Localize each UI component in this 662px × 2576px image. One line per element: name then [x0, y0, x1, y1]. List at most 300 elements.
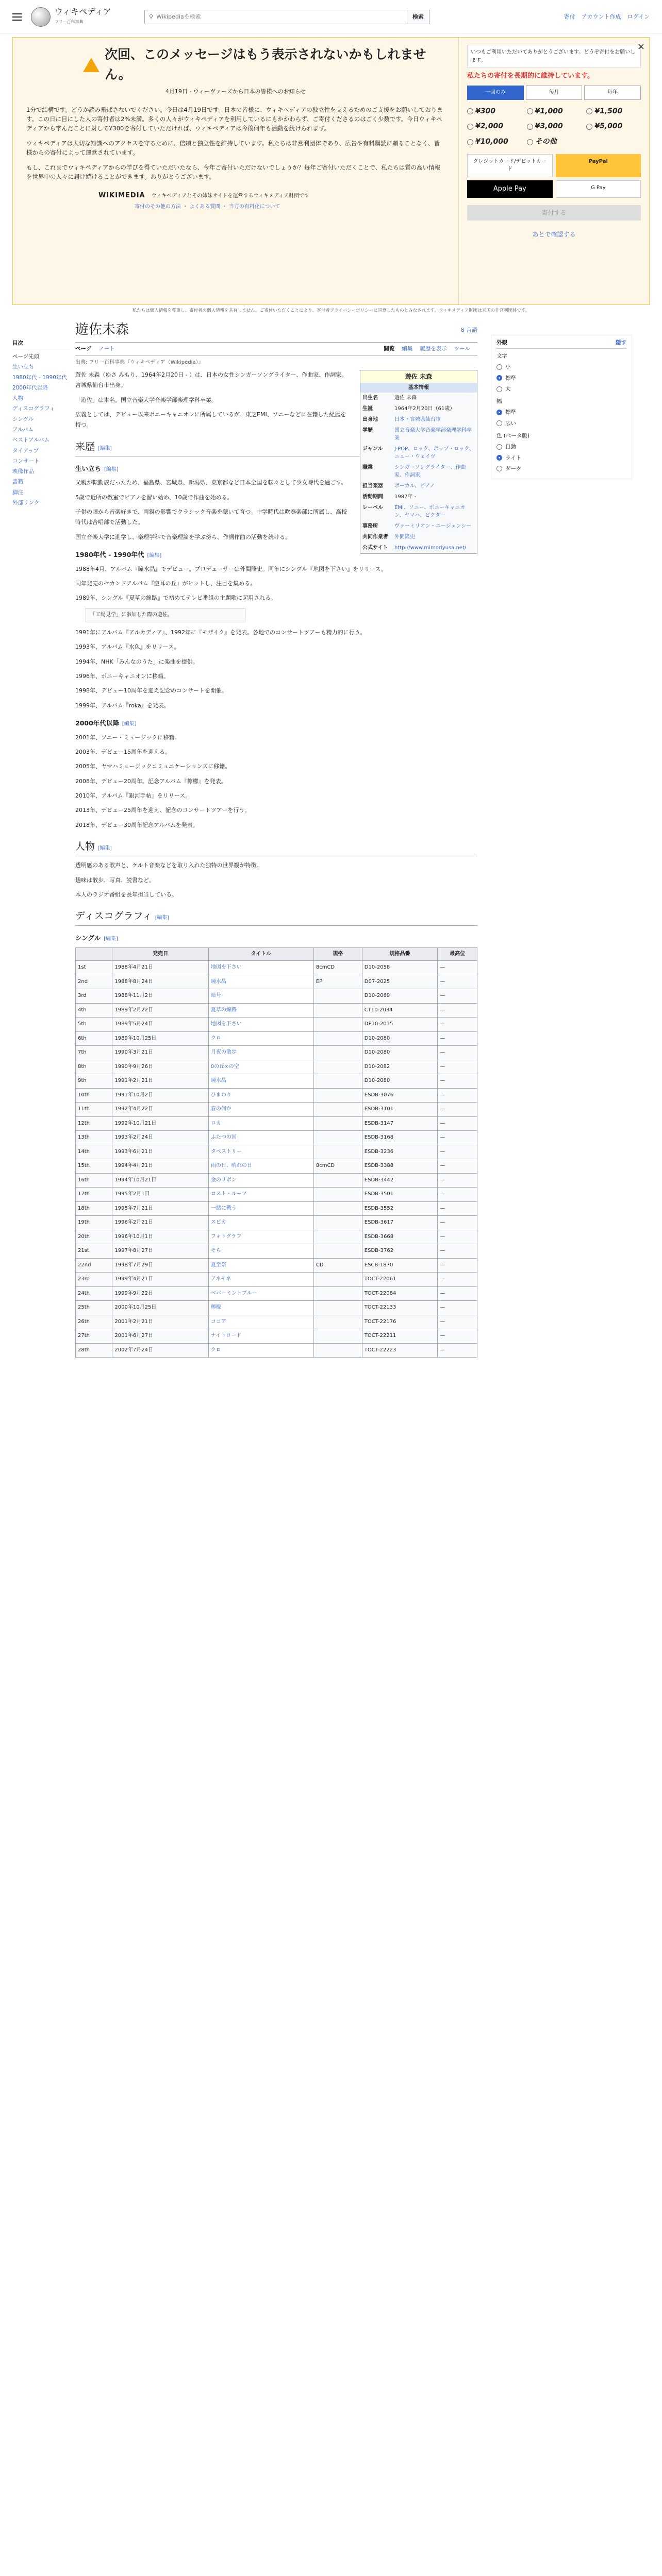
table-cell	[313, 1301, 362, 1315]
subsection-heading: 1980年代 - 1990年代 [編集]	[75, 551, 162, 559]
table-cell: 12th	[76, 1116, 112, 1131]
column-header: 規格品番	[362, 947, 437, 961]
table-row	[76, 1315, 477, 1329]
main-menu-icon[interactable]	[12, 13, 22, 21]
paragraph: 5歳で近所の教室でピアノを習い始め、10歳で作曲を始める。	[75, 494, 233, 501]
table-cell[interactable]: 雨の日、晴れの日	[208, 1159, 313, 1174]
table-cell	[313, 989, 362, 1004]
table-cell[interactable]: 夏草の線路	[208, 1003, 313, 1018]
tab-edit[interactable]: 編集	[402, 346, 413, 352]
radio-icon	[496, 466, 502, 471]
edit-link[interactable]: [編集]	[155, 915, 169, 921]
site-name: ウィキペディア	[55, 7, 111, 17]
text-size-standard[interactable]: 標準	[496, 374, 626, 382]
infobox	[360, 370, 477, 554]
singles-table	[75, 947, 477, 1358]
table-row	[76, 1286, 477, 1301]
width-wide[interactable]: 広い	[496, 419, 626, 428]
table-cell: 1993年2月24日	[112, 1131, 209, 1145]
table-cell	[313, 1031, 362, 1046]
donation-form	[458, 38, 649, 304]
section-heading: 来歴 [編集]	[75, 438, 477, 456]
infobox-row: 共同作業者 外間隆史	[362, 534, 415, 540]
table-cell: 1991年10月2日	[112, 1088, 209, 1103]
infobox-row: 出身地 日本・宮城県仙台市	[362, 416, 441, 422]
amount-option[interactable]: ¥5,000	[586, 121, 641, 132]
table-cell: 1999年4月21日	[112, 1273, 209, 1287]
table-cell	[313, 1116, 362, 1131]
table-cell	[313, 1273, 362, 1287]
infobox-row: 活動期間 1987年 -	[362, 494, 417, 500]
image-caption: 「工場見学」に参加した際の遊佐。	[86, 608, 245, 623]
toc-item[interactable]: ベストアルバム	[12, 437, 50, 444]
table-cell: —	[438, 1046, 477, 1060]
paragraph: 1989年、シングル『夏草の線路』で初めてテレビ番組の主題歌に起用される。	[75, 595, 276, 602]
subsection-heading: 2000年代以降 [編集]	[75, 719, 137, 727]
table-cell	[313, 1173, 362, 1188]
table-cell[interactable]: フォトグラフ	[208, 1230, 313, 1244]
infobox-row: 事務所 ヴァーミリオン・エージェンシー	[362, 523, 472, 529]
toc-item[interactable]: ディスコグラフィ	[12, 405, 55, 412]
table-cell	[313, 1329, 362, 1344]
toc-item[interactable]: シングル	[12, 416, 34, 422]
table-cell: 1989年2月22日	[112, 1003, 209, 1018]
infobox-row: レーベル EMI、ソニー、ポニーキャニオン、ヤマハ、ビクター	[362, 504, 466, 518]
table-cell: D10-2080	[362, 1074, 437, 1089]
search-input[interactable]	[144, 10, 407, 24]
toc-title: 目次	[12, 339, 70, 349]
radio-icon	[496, 375, 502, 381]
edit-link[interactable]: [編集]	[104, 466, 119, 472]
table-row	[76, 1060, 477, 1074]
table-cell: ESDB-3617	[362, 1216, 437, 1230]
toc-sidebar	[12, 314, 70, 1358]
table-cell: D10-2082	[362, 1060, 437, 1074]
table-cell	[313, 1103, 362, 1117]
lead-paragraph: 遊佐 未森（ゆさ みもり、1964年2月20日 - ）は、日本の女性シンガーソングライター、作曲家、作詞家。宮城県仙台市出身。	[75, 371, 347, 389]
infobox-row: 公式サイト http://www.mimoriyusa.net/	[362, 545, 467, 551]
radio-icon	[496, 420, 502, 426]
toc-item[interactable]: アルバム	[12, 427, 34, 433]
color-label: 色 (ベータ版)	[496, 433, 530, 439]
table-cell: —	[438, 1329, 477, 1344]
hide-button[interactable]: 隠す	[616, 339, 626, 346]
table-row	[76, 1088, 477, 1103]
table-cell: ESDB-3668	[362, 1230, 437, 1244]
table-cell[interactable]: 地図を下さい	[208, 1018, 313, 1032]
paragraph: 1996年、ポニーキャニオンに移籍。	[75, 673, 169, 680]
table-cell: —	[438, 1188, 477, 1202]
table-cell	[313, 1046, 362, 1060]
toc-item[interactable]: 2000年代以降	[12, 384, 48, 391]
table-cell: 17th	[76, 1188, 112, 1202]
amount-option[interactable]: ¥1,500	[586, 106, 641, 117]
table-cell	[313, 1074, 362, 1089]
table-cell: 2001年6月27日	[112, 1329, 209, 1344]
search-icon: ⚲	[149, 13, 154, 20]
table-cell	[313, 1131, 362, 1145]
edit-link[interactable]: [編集]	[147, 553, 162, 559]
table-cell: —	[438, 1258, 477, 1273]
table-cell: 15th	[76, 1159, 112, 1174]
table-cell: —	[438, 1201, 477, 1216]
table-cell: DP10-2015	[362, 1018, 437, 1032]
radio-icon	[496, 386, 502, 392]
table-cell: ESDB-3552	[362, 1201, 437, 1216]
table-cell: ESDB-3388	[362, 1159, 437, 1174]
radio-icon	[467, 108, 473, 114]
color-light[interactable]: ライト	[496, 454, 626, 462]
table-cell: ESDB-3236	[362, 1145, 437, 1159]
table-row	[76, 1173, 477, 1188]
table-cell: TOCT-22061	[362, 1273, 437, 1287]
amount-option[interactable]: ¥10,000	[467, 137, 522, 148]
edit-link[interactable]: [編集]	[98, 845, 112, 852]
apple-pay-button[interactable]: Apple Pay	[467, 180, 553, 198]
amount-option[interactable]: ¥3,000	[527, 121, 582, 132]
table-cell: 27th	[76, 1329, 112, 1344]
wikimedia-signature	[26, 191, 445, 201]
table-cell: —	[438, 989, 477, 1004]
banner-date: 4月19日 - ウィーヴァーズから日本の皆様へのお知らせ	[165, 88, 306, 95]
table-cell: —	[438, 1230, 477, 1244]
search-placeholder: Wikipediaを検索	[156, 13, 201, 20]
table-cell: TOCT-22176	[362, 1315, 437, 1329]
donation-note: いつもご利用いただいてありがとうございます。どうぞ寄付をお願いします。	[467, 45, 641, 68]
page-layout	[0, 314, 662, 1358]
paragraph: 1999年、アルバム『roka』を発表。	[75, 702, 170, 709]
table-cell	[313, 1088, 362, 1103]
lead-paragraph: 「遊佐」は本名。国立音楽大学音楽学部楽理学科卒業。	[75, 396, 217, 403]
paragraph: 2018年、デビュー30周年記念アルバムを発表。	[75, 821, 198, 828]
table-cell[interactable]: ロカ	[208, 1116, 313, 1131]
table-cell: ESCB-1870	[362, 1258, 437, 1273]
table-cell: 19th	[76, 1216, 112, 1230]
remind-later-link[interactable]: あとで確認する	[532, 231, 576, 239]
edit-link[interactable]: [編集]	[122, 721, 137, 727]
banner-paragraph: 1分で結構です。どうか読み飛ばさないでください。今日は4月19日です。日本の皆様に、ウィキペディアの独立性を支えるためのご支援をお願いしております。この日に目にした人の寄付者は2%未満。多くの人々がウィキペディアを利用しているにもかかわらず、ご寄付くださるのはごく少数です。今日ウィキペディアから学んだことに対して¥300を寄付していただければ、ウィキペディアは今後何年も活動を続けられます。	[26, 106, 443, 132]
amount-option[interactable]: ¥1,000	[527, 106, 582, 117]
frequency-yearly[interactable]: 毎年	[584, 86, 641, 100]
table-cell: —	[438, 1003, 477, 1018]
donate-button[interactable]: 寄付する	[467, 205, 641, 221]
table-cell[interactable]: 0の丘∞の空	[208, 1060, 313, 1074]
toc-item[interactable]: 人物	[12, 395, 23, 402]
edit-link[interactable]: [編集]	[104, 936, 118, 942]
table-cell[interactable]: ふたつの国	[208, 1131, 313, 1145]
table-row	[76, 1230, 477, 1244]
search-form	[144, 10, 429, 24]
table-cell: —	[438, 1244, 477, 1259]
table-cell: 1992年10月21日	[112, 1116, 209, 1131]
table-cell[interactable]: ひまわり	[208, 1088, 313, 1103]
banner-paragraph: ウィキペディアは大切な知識へのアクセスを守るために、信頼と独立性を維持しています。私たちは非営利団体であり、広告や有料購読に頼ることなく、皆様からの寄付によって運営されています。	[26, 139, 440, 157]
table-cell: TOCT-22211	[362, 1329, 437, 1344]
table-cell: 1994年10月21日	[112, 1173, 209, 1188]
table-cell: 18th	[76, 1201, 112, 1216]
table-cell: TOCT-22133	[362, 1301, 437, 1315]
toc-item[interactable]: コンサート	[12, 457, 40, 464]
table-row	[76, 1018, 477, 1032]
subsection-heading: シングル [編集]	[75, 934, 118, 942]
table-cell: 22nd	[76, 1258, 112, 1273]
toc-item[interactable]: 脚注	[12, 489, 23, 496]
table-cell	[313, 1060, 362, 1074]
toc-item[interactable]: タイアップ	[12, 447, 39, 454]
infobox-row: 職業 シンガーソングライター、作曲家、作詞家	[362, 464, 466, 478]
table-cell[interactable]: 檸檬	[208, 1301, 313, 1315]
site-tagline: フリー百科事典	[55, 20, 84, 24]
table-cell: 28th	[76, 1343, 112, 1358]
article-source: 出典: フリー百科事典『ウィキペディア（Wikipedia）』	[75, 360, 204, 366]
infobox-table	[360, 393, 477, 553]
infobox-row: 学歴 国立音楽大学音楽学部楽理学科卒業	[362, 427, 472, 441]
table-cell: ESDB-3762	[362, 1244, 437, 1259]
section-heading: ディスコグラフィ [編集]	[75, 907, 477, 926]
table-row	[76, 1216, 477, 1230]
frequency-once[interactable]: 一回のみ	[467, 86, 524, 100]
toc-item[interactable]: 外部リンク	[12, 499, 40, 506]
table-cell: D10-2080	[362, 1046, 437, 1060]
radio-icon	[527, 124, 533, 130]
fundraising-banner	[12, 37, 650, 305]
table-cell: 1996年2月21日	[112, 1216, 209, 1230]
paragraph: 2003年、デビュー15周年を迎える。	[75, 748, 171, 755]
toc-item[interactable]: 書籍	[12, 479, 23, 485]
table-cell[interactable]: 夏至祭	[208, 1258, 313, 1273]
table-cell: 8cmCD	[313, 1159, 362, 1174]
lead-paragraph: 広義としては、デビュー以来ポニーキャニオンに所属しているが、東芝EMI、ソニーなどに在籍した経歴を持つ。	[75, 411, 346, 429]
table-cell: 1989年10月25日	[112, 1031, 209, 1046]
page-tabs	[75, 343, 477, 355]
table-cell[interactable]: タペストリー	[208, 1145, 313, 1159]
appearance-heading: 外観 隠す	[496, 338, 626, 349]
table-cell	[313, 1145, 362, 1159]
wikipedia-globe-icon	[31, 7, 51, 27]
table-cell: —	[438, 1145, 477, 1159]
table-cell[interactable]: アネモネ	[208, 1273, 313, 1287]
table-cell: 1991年2月21日	[112, 1074, 209, 1089]
infobox-row: 生誕 1964年2月20日（61歳）	[362, 405, 455, 412]
site-logo[interactable]	[31, 7, 134, 27]
table-cell	[313, 1018, 362, 1032]
tab-page[interactable]: ページ	[75, 346, 92, 352]
color-dark[interactable]: ダーク	[496, 465, 626, 473]
table-cell: —	[438, 961, 477, 975]
privacy-notice: 私たちは個人情報を尊重し、寄付者の個人情報を共有しません。ご寄付いただくことにより、寄付者プライバシーポリシーに同意したものとみなされます。ウィキメディア財団は米国の非営利団体です。	[132, 308, 530, 313]
table-cell[interactable]: 一緒に戦う	[208, 1201, 313, 1216]
table-row	[76, 1031, 477, 1046]
login-link[interactable]: ログイン	[627, 13, 650, 20]
table-cell	[313, 1315, 362, 1329]
card-payment-button[interactable]: クレジットカード/デビットカード	[467, 154, 553, 177]
radio-icon	[527, 108, 533, 114]
table-cell[interactable]: ココア	[208, 1315, 313, 1329]
table-cell[interactable]: 金のリボン	[208, 1173, 313, 1188]
frequency-monthly[interactable]: 毎月	[526, 86, 583, 100]
table-cell: ESDB-3147	[362, 1116, 437, 1131]
color-auto[interactable]: 自動	[496, 443, 626, 451]
close-icon[interactable]: ×	[637, 41, 645, 52]
table-cell[interactable]: クロ	[208, 1343, 313, 1358]
table-cell[interactable]: 春の何か	[208, 1103, 313, 1117]
wikimedia-desc: ウィキペディアとその姉妹サイトを運営するウィキメディア財団です	[151, 193, 309, 199]
table-cell: 14th	[76, 1145, 112, 1159]
paragraph: 2001年、ソニー・ミュージックに移籍。	[75, 734, 180, 741]
subsection-heading: 生い立ち [編集]	[75, 464, 119, 472]
paragraph: 国立音楽大学に進学し、楽理学科で音楽理論を学ぶ傍ら、作詞作曲の活動を続ける。	[75, 533, 291, 540]
table-cell: TOCT-22084	[362, 1286, 437, 1301]
appearance-panel	[477, 314, 632, 1358]
table-cell: —	[438, 1018, 477, 1032]
amount-option[interactable]: ¥2,000	[467, 121, 522, 132]
table-cell: 20th	[76, 1230, 112, 1244]
donation-callout: 私たちの寄付を長期的に維持しています。	[467, 72, 594, 80]
paragraph: 1994年、NHK「みんなのうた」に楽曲を提供。	[75, 658, 198, 665]
donate-link[interactable]: 寄付	[564, 13, 575, 20]
infobox-title: 遊佐 未森	[360, 370, 477, 383]
paragraph: 趣味は散歩、写真、読書など。	[75, 876, 155, 884]
table-cell: 21st	[76, 1244, 112, 1259]
table-cell: ESDB-3101	[362, 1103, 437, 1117]
table-cell: —	[438, 1088, 477, 1103]
table-cell	[313, 1201, 362, 1216]
table-row	[76, 1343, 477, 1358]
table-row	[76, 1046, 477, 1060]
text-size-large[interactable]: 大	[496, 385, 626, 393]
create-account-link[interactable]: アカウント作成	[581, 13, 621, 20]
table-cell[interactable]: 瞳水晶	[208, 975, 313, 989]
table-cell: ESDB-3501	[362, 1188, 437, 1202]
tab-tools[interactable]: ツール	[454, 346, 470, 352]
table-cell: 26th	[76, 1315, 112, 1329]
table-cell: 1995年2月1日	[112, 1188, 209, 1202]
table-cell[interactable]: 暗号	[208, 989, 313, 1004]
radio-icon	[467, 124, 473, 130]
table-cell: —	[438, 1060, 477, 1074]
table-row	[76, 1273, 477, 1287]
search-button[interactable]: 検索	[407, 10, 429, 24]
table-row	[76, 1329, 477, 1344]
amount-option[interactable]: その他	[527, 137, 582, 148]
column-header: 規格	[313, 947, 362, 961]
table-cell: ESDB-3168	[362, 1131, 437, 1145]
table-cell: 24th	[76, 1286, 112, 1301]
table-row	[76, 1201, 477, 1216]
tab-history[interactable]: 履歴を表示	[420, 346, 447, 352]
table-cell: D10-2058	[362, 961, 437, 975]
top-header	[0, 0, 662, 34]
radio-icon	[496, 410, 502, 415]
table-cell[interactable]: 月夜の散歩	[208, 1046, 313, 1060]
banner-title: 次回、このメッセージはもう表示されないかもしれません。	[105, 47, 426, 82]
table-cell: 1994年4月21日	[112, 1159, 209, 1174]
toc-item[interactable]: 生い立ち	[12, 364, 34, 370]
table-cell: 2001年2月21日	[112, 1315, 209, 1329]
table-cell: —	[438, 1103, 477, 1117]
table-cell: 2nd	[76, 975, 112, 989]
google-pay-button[interactable]: G Pay	[556, 180, 641, 198]
table-cell[interactable]: ナイトロード	[208, 1329, 313, 1344]
language-button[interactable]: 8 言語	[460, 326, 477, 333]
column-header: 発売日	[112, 947, 209, 961]
column-header: タイトル	[208, 947, 313, 961]
table-row	[76, 1159, 477, 1174]
table-cell[interactable]: 地図を下さい	[208, 961, 313, 975]
table-row	[76, 961, 477, 975]
paragraph: 1988年4月、アルバム『瞳水晶』でデビュー。プロデューサーは外間隆史。同年にシングル『地図を下さい』をリリース。	[75, 565, 387, 572]
page-title: 遊佐未森	[75, 321, 129, 337]
table-cell[interactable]: ペパーミントブルー	[208, 1286, 313, 1301]
amount-option[interactable]: ¥300	[467, 106, 522, 117]
table-cell: 3rd	[76, 989, 112, 1004]
toc-item[interactable]: 1980年代 - 1990年代	[12, 374, 67, 381]
toc-item[interactable]: ページ先頭	[12, 353, 40, 360]
table-cell: 8th	[76, 1060, 112, 1074]
banner-footer-links[interactable]: 寄付のその他の方法 ・ よくある質問 ・ 当方の有料化について	[135, 204, 280, 210]
table-cell: ESDB-3076	[362, 1088, 437, 1103]
tab-read[interactable]: 閲覧	[384, 346, 395, 352]
paragraph: 父親が転勤族だったため、福島県、宮城県、新潟県、東京都など日本全国を転々として少女時代を過ごす。	[75, 479, 347, 486]
table-cell: 1990年9月26日	[112, 1060, 209, 1074]
table-cell: —	[438, 1315, 477, 1329]
table-row	[76, 1074, 477, 1089]
table-cell: D07-2025	[362, 975, 437, 989]
table-cell	[313, 1003, 362, 1018]
table-cell[interactable]: ロスト・ルーツ	[208, 1188, 313, 1202]
table-row	[76, 1145, 477, 1159]
table-cell	[313, 1216, 362, 1230]
table-row	[76, 1258, 477, 1273]
table-cell: 2000年10月25日	[112, 1301, 209, 1315]
table-cell: 8cmCD	[313, 961, 362, 975]
text-size-small[interactable]: 小	[496, 363, 626, 371]
table-cell: 1988年11月2日	[112, 989, 209, 1004]
toc-item[interactable]: 映像作品	[12, 468, 34, 475]
table-cell[interactable]: 瞳水晶	[208, 1074, 313, 1089]
table-cell: 1995年7月21日	[112, 1201, 209, 1216]
table-cell	[313, 1188, 362, 1202]
table-cell: —	[438, 1216, 477, 1230]
tab-talk[interactable]: ノート	[98, 346, 115, 352]
radio-icon	[586, 124, 592, 130]
radio-icon	[496, 455, 502, 461]
table-cell: —	[438, 1031, 477, 1046]
table-cell[interactable]: クロ	[208, 1031, 313, 1046]
table-cell: 4th	[76, 1003, 112, 1018]
paypal-button[interactable]: PayPal	[556, 154, 641, 177]
table-cell[interactable]: そら	[208, 1244, 313, 1259]
table-cell[interactable]: スピカ	[208, 1216, 313, 1230]
table-cell	[313, 1286, 362, 1301]
appearance-box	[491, 335, 632, 479]
column-header: 最高位	[438, 947, 477, 961]
radio-icon	[586, 108, 592, 114]
table-cell: 1st	[76, 961, 112, 975]
table-cell: D10-2080	[362, 1031, 437, 1046]
edit-link[interactable]: [編集]	[98, 445, 112, 451]
width-standard[interactable]: 標準	[496, 408, 626, 416]
table-cell: 5th	[76, 1018, 112, 1032]
table-cell: 1993年6月21日	[112, 1145, 209, 1159]
table-cell: —	[438, 1343, 477, 1358]
table-cell: 1997年8月27日	[112, 1244, 209, 1259]
paragraph: 2013年、デビュー25周年を迎え、記念のコンサートツアーを行う。	[75, 807, 251, 814]
width-label: 幅	[496, 398, 502, 405]
table-cell: —	[438, 1131, 477, 1145]
table-cell: 10th	[76, 1088, 112, 1103]
table-cell: —	[438, 1301, 477, 1315]
